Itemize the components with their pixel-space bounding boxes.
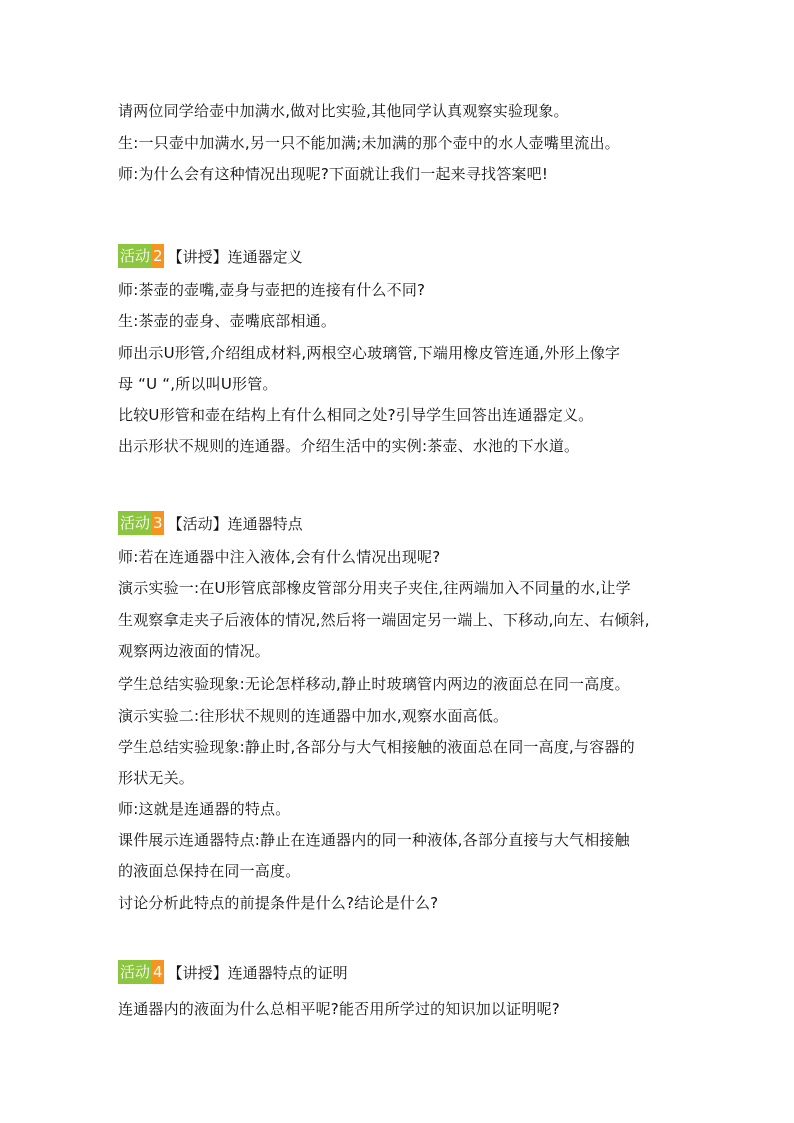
section-3-line-4: 观察两边液面的情况。 <box>118 642 271 660</box>
section-title: 【讲授】连通器定义 <box>167 247 303 266</box>
section-3-line-1: 师:若在连通器中注入液体,会有什么情况出现呢? <box>118 548 441 566</box>
section-3-line-2: 演示实验一:在U形管底部橡皮管部分用夹子夹住,往两端加入不同量的水,让学 <box>118 579 631 597</box>
section-2-line-1: 师:茶壶的壶嘴,壶身与壶把的连接有什么不同? <box>118 281 426 299</box>
section-heading-3 <box>118 510 303 536</box>
section-3-line-3: 生观察拿走夹子后液体的情况,然后将一端固定另一端上、下移动,向左、右倾斜, <box>118 611 650 629</box>
section-3-line-6: 演示实验二:往形状不规则的连通器中加水,观察水面高低。 <box>118 707 509 725</box>
activity-number-badge: 4 <box>152 960 164 984</box>
section-3-line-5: 学生总结实验现象:无论怎样移动,静止时玻璃管内两边的液面总在同一高度。 <box>118 675 630 693</box>
activity-number-badge: 2 <box>152 244 164 268</box>
activity-badge: 活动 <box>118 960 152 984</box>
section-title: 【活动】连通器特点 <box>167 514 303 533</box>
section-2-line-6: 出示形状不规则的连通器。介绍生活中的实例:茶壶、水池的下水道。 <box>118 437 580 455</box>
section-3-line-8: 形状无关。 <box>118 769 195 787</box>
section-title: 【讲授】连通器特点的证明 <box>167 963 348 982</box>
section-3-line-12: 讨论分析此特点的前提条件是什么?结论是什么? <box>118 894 439 912</box>
section-2-line-2: 生:茶壶的壶身、壶嘴底部相通。 <box>118 312 337 330</box>
section-4-line-1: 连通器内的液面为什么总相平呢?能否用所学过的知识加以证明呢? <box>118 1000 560 1018</box>
section-3-line-11: 的液面总保持在同一高度。 <box>118 862 301 880</box>
activity-badge: 活动 <box>118 244 152 268</box>
activity-number-badge: 3 <box>152 511 164 535</box>
section-2-line-3: 师出示U形管,介绍组成材料,两根空心玻璃管,下端用橡皮管连通,外形上像字 <box>118 344 621 362</box>
section-3-line-7: 学生总结实验现象:静止时,各部分与大气相接触的液面总在同一高度,与容器的 <box>118 738 635 756</box>
section-2-line-4: 母 “U “,所以叫U形管。 <box>118 375 278 393</box>
section-3-line-10: 课件展示连通器特点:静止在连通器内的同一种液体,各部分直接与大气相接触 <box>118 831 630 849</box>
intro-line-1: 请两位同学给壶中加满水,做对比实验,其他同学认真观察实验现象。 <box>118 102 569 120</box>
intro-line-3: 师:为什么会有这种情况出现呢?下面就让我们一起来寻找答案吧! <box>118 165 549 183</box>
section-2-line-5: 比较U形管和壶在结构上有什么相同之处?引导学生回答出连通器定义。 <box>118 406 594 424</box>
section-heading-2 <box>118 243 303 269</box>
section-heading-4 <box>118 959 348 985</box>
activity-badge: 活动 <box>118 511 152 535</box>
intro-line-2: 生:一只壶中加满水,另一只不能加满;未加满的那个壶中的水人壶嘴里流出。 <box>118 134 620 152</box>
section-3-line-9: 师:这就是连通器的特点。 <box>118 800 291 818</box>
